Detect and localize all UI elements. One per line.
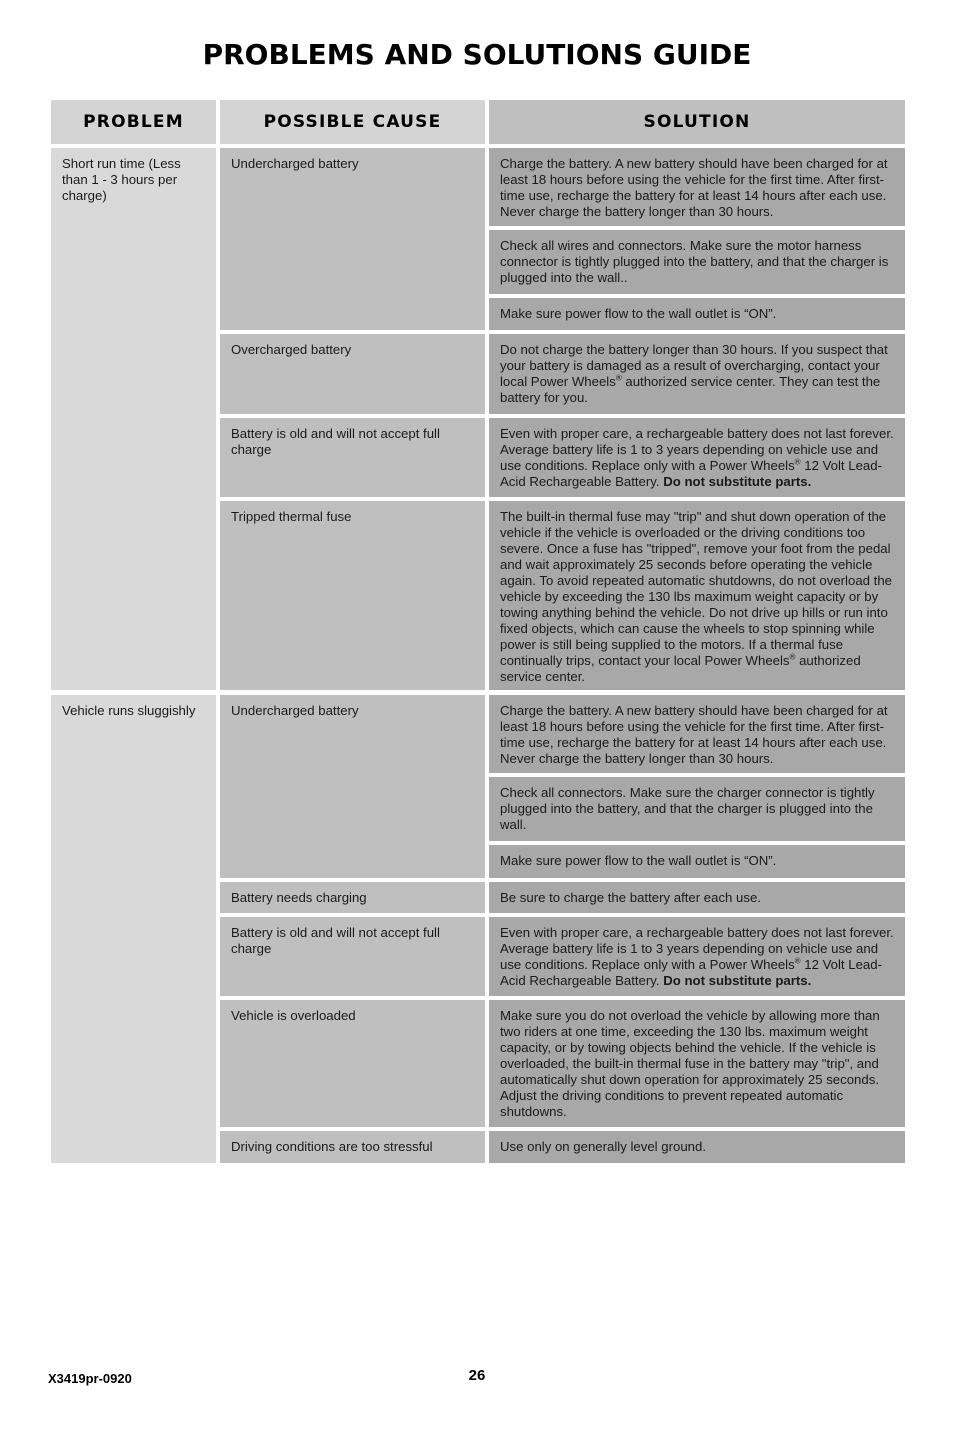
solution-text: Be sure to charge the battery after each use. [500, 890, 761, 905]
solution-text: Make sure power flow to the wall outlet is “ON”. [500, 853, 777, 868]
warning-text: Do not substitute parts. [663, 474, 812, 489]
solution-text: Do not charge the battery longer than 30 hours. If you suspect that your battery is damaged as a result of overcharging, contact your local Power Wheels® authorized service center. They can test the battery for you. [500, 342, 888, 405]
solution-text: Even with proper care, a rechargeable battery does not last forever. Average battery life is 1 to 3 years depending on vehicle use and use conditions. Replace only with a Power Wheels® 12 Volt Lead-Acid Rechargeable Battery. Do not substitute parts. [500, 426, 894, 489]
solution-text: Even with proper care, a rechargeable battery does not last forever. Average battery life is 1 to 3 years depending on vehicle use and use conditions. Replace only with a Power Wheels® 12 Volt Lead-Acid Rechargeable Battery. Do not substitute parts. [500, 925, 894, 988]
cause-cell [220, 1000, 485, 1127]
cause-text: Driving conditions are too stressful [231, 1139, 433, 1154]
page-title: PROBLEMS AND SOLUTIONS GUIDE [202, 38, 752, 71]
warning-text: Do not substitute parts. [663, 973, 812, 988]
registered-mark: ® [615, 373, 622, 383]
header-possible-cause: POSSIBLE CAUSE [220, 100, 485, 144]
cause-cell [220, 148, 485, 330]
solution-cell [489, 501, 905, 690]
header-solution: SOLUTION [489, 100, 905, 144]
cause-cell [220, 695, 485, 878]
solution-cell [489, 418, 905, 497]
solution-cell [489, 148, 905, 226]
solution-cell [489, 298, 905, 330]
registered-mark: ® [789, 652, 796, 662]
cause-text: Battery is old and will not accept full charge [231, 925, 440, 956]
solution-text: Use only on generally level ground. [500, 1139, 706, 1154]
solution-cell [489, 777, 905, 841]
solution-cell [489, 845, 905, 878]
cause-cell [220, 882, 485, 913]
solution-cell [489, 917, 905, 996]
cause-text: Vehicle is overloaded [231, 1008, 356, 1023]
solution-text: Check all connectors. Make sure the charger connector is tightly plugged into the battery, and that the charger is plugged into the wall. [500, 785, 875, 832]
solution-text: Charge the battery. A new battery should have been charged for at least 18 hours before using the vehicle for the first time. After first-time use, recharge the battery for at least 14 hours after each use. Never charge the battery longer than 30 hours. [500, 156, 888, 219]
solution-text: The built-in thermal fuse may "trip" and shut down operation of the vehicle if the vehicle is overloaded or the driving conditions too severe. Once a fuse has "tripped", remove your foot from the pedal and wait approximately 25 seconds before operating the vehicle again. To avoid repeated automatic shutdowns, do not overload the vehicle by exceeding the 130 lbs maximum weight capacity or by towing anything behind the vehicle. Do not drive up hills or run into fixed objects, which can cause the wheels to stop spinning while power is still being supplied to the motors. If a thermal fuse continually trips, contact your local Power Wheels® authorized service center. [500, 509, 892, 684]
problem-cell [51, 695, 216, 1163]
solution-cell [489, 230, 905, 294]
cause-text: Undercharged battery [231, 703, 359, 718]
page-number: 26 [468, 1367, 486, 1384]
solution-text: Make sure you do not overload the vehicle by allowing more than two riders at one time, exceeding the 130 lbs. maximum weight capacity, or by towing objects behind the vehicle. If the vehicle is overloaded, the built-in thermal fuse in the battery may "trip", and automatically shut down operation for approximately 25 seconds. Adjust the driving conditions to prevent repeated automatic shutdowns. [500, 1008, 880, 1119]
solution-cell [489, 1000, 905, 1127]
solution-text: Make sure power flow to the wall outlet is “ON”. [500, 306, 777, 321]
cause-cell [220, 418, 485, 497]
solution-text: Charge the battery. A new battery should have been charged for at least 18 hours before using the vehicle for the first time. After first-time use, recharge the battery for at least 14 hours after each use. Never charge the battery longer than 30 hours. [500, 703, 888, 766]
solution-cell [489, 1131, 905, 1163]
cause-text: Battery needs charging [231, 890, 367, 905]
problem-cell [51, 148, 216, 690]
solution-cell [489, 334, 905, 414]
header-problem: PROBLEM [51, 100, 216, 144]
registered-mark: ® [794, 956, 801, 966]
cause-cell [220, 334, 485, 414]
cause-cell [220, 501, 485, 690]
problem-text: Short run time (Less than 1 - 3 hours per charge) [62, 156, 181, 203]
cause-cell [220, 1131, 485, 1163]
cause-text: Overcharged battery [231, 342, 352, 357]
cause-text: Undercharged battery [231, 156, 359, 171]
registered-mark: ® [794, 457, 801, 467]
solution-cell [489, 695, 905, 773]
document-code: X3419pr-0920 [48, 1371, 132, 1386]
cause-text: Battery is old and will not accept full charge [231, 426, 440, 457]
solution-text: Check all wires and connectors. Make sure the motor harness connector is tightly plugged into the battery, and that the charger is plugged into the wall.. [500, 238, 889, 285]
solution-cell [489, 882, 905, 913]
cause-text: Tripped thermal fuse [231, 509, 352, 524]
problem-text: Vehicle runs sluggishly [62, 703, 196, 718]
cause-cell [220, 917, 485, 996]
